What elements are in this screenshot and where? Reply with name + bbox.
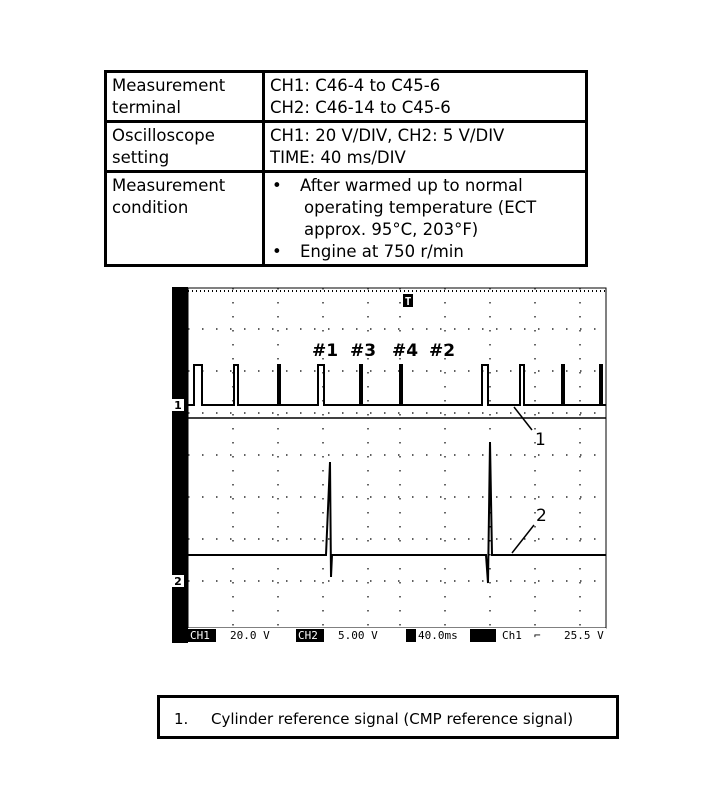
trigger-source: Ch1 [502,629,522,642]
trigger-marker-label: T [404,295,412,308]
ch1-terminal: CH1: C46-4 to C45-6 [270,76,441,95]
callout-2-label: 2 [536,506,547,526]
cylinder-label-3: #3 [350,341,377,361]
condition-item [270,241,580,263]
spec-row-condition [106,172,587,266]
cylinder-label-2: #2 [429,341,456,361]
time-div: 40.0ms [418,629,458,642]
callout-1-label: 1 [535,430,546,450]
ch1-marker-icon [172,399,184,412]
spec-row-terminal [106,72,587,122]
bullet-icon: • [272,176,282,195]
scope-screen-frame [188,288,606,628]
ch2-tag: CH2 [298,629,318,642]
legend-text: Cylinder reference signal (CMP reference signal) [211,710,574,728]
volt-div-setting: CH1: 20 V/DIV, CH2: 5 V/DIV [270,126,505,145]
ch2-volt-div: 5.00 V [338,629,378,642]
ch1-marker-label: 1 [174,399,182,412]
label-line: condition [112,198,189,217]
ch1-tag: CH1 [190,629,210,642]
trigger-slope-icon: ⌐ [534,629,541,642]
time-tag-bg [406,629,416,642]
label-line: Oscilloscope [112,126,215,145]
bullet-icon: • [272,242,282,261]
measurement-spec-table [104,70,588,267]
scope-status-bar [188,628,606,643]
figure-legend [157,695,619,739]
spec-value-condition [264,172,587,266]
spec-value-terminal [264,72,587,122]
label-line: setting [112,148,170,167]
cylinder-label-4: #4 [392,341,419,361]
condition-line: Engine at 750 r/min [300,242,464,261]
trigger-marker-icon [403,294,413,308]
spec-label-terminal [106,72,264,122]
condition-item [270,175,580,241]
spec-label-condition [106,172,264,266]
legend-number: 1. [174,710,189,728]
trigger-level: 25.5 V [564,629,604,642]
label-line: terminal [112,98,181,117]
cylinder-label-1: #1 [312,341,339,361]
condition-list [270,175,580,263]
spec-label-setting [106,122,264,172]
oscilloscope-waveform [172,287,608,643]
condition-line: approx. 95°C, 203°F) [304,220,479,239]
label-line: Measurement [112,76,226,95]
ch2-marker-label: 2 [174,575,182,588]
ch2-marker-icon [172,575,184,588]
time-div-setting: TIME: 40 ms/DIV [270,148,406,167]
condition-line: operating temperature (ECT [304,198,537,217]
ch2-terminal: CH2: C46-14 to C45-6 [270,98,451,117]
scope-left-bar [172,287,188,643]
trigger-tag-bg [470,629,496,642]
ch1-volt-div: 20.0 V [230,629,270,642]
spec-row-setting [106,122,587,172]
label-line: Measurement [112,176,226,195]
condition-line: After warmed up to normal [300,176,523,195]
spec-value-setting [264,122,587,172]
